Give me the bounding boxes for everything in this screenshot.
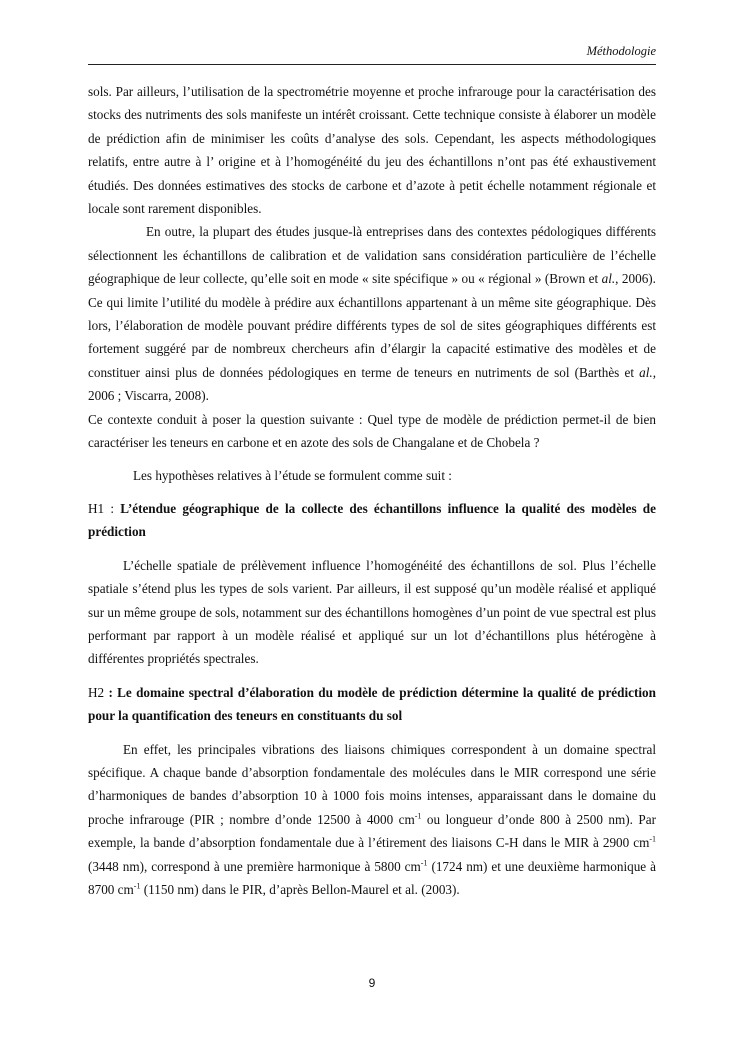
paragraph-hypothesis-1: L’échelle spatiale de prélèvement influence l’homogénéité des échantillons de sol. Plus l’échelle spatiale s’étend plus les types de sols varient. Par ailleurs, il est supposé qu’un modèle réalisé et appliqué sur un même groupe de sols, notamment sur des échantillons homogènes d’un point de vue spectral est plus performant par rapport à un modèle réalisé et appliqué sur un lot d’échantillons plus hétérogène à différentes propriétés spectrales. — [88, 557, 656, 667]
paragraph-hypothesis-2 — [88, 738, 656, 902]
page-number: 9 — [368, 976, 376, 990]
header-rule — [88, 64, 656, 65]
citation-et-al: al. — [601, 271, 616, 287]
hypothesis-text: L’étendue géographique de la collecte des échantillons influence la qualité des modèles de prédiction — [88, 500, 656, 540]
hypothesis-label: H2 — [88, 684, 109, 700]
running-header: Méthodologie — [586, 44, 656, 58]
citation-et-al: al. — [639, 364, 653, 380]
paragraph-hypotheses-intro — [88, 464, 656, 487]
text-run: Les hypothèses relatives à l’étude se formulent comme suit : — [133, 467, 452, 483]
superscript: -1 — [420, 858, 428, 868]
text-run: ou longueur d’onde 800 à 2500 nm). Par exemple, la bande d’absorption fondamentale due à l’étirement des liaisons C-H dans le MIR à 2900 cm — [88, 811, 656, 851]
superscript: -1 — [414, 811, 422, 821]
superscript: -1 — [649, 834, 656, 844]
paragraph-context — [88, 220, 656, 407]
document-body — [88, 80, 656, 901]
text-run: (3448 nm), correspond à une première harmonique à 5800 cm — [88, 858, 421, 874]
hypothesis-1-heading — [88, 497, 656, 544]
hypothesis-text: : Le domaine spectral d’élaboration du modèle de prédiction détermine la qualité de prédiction pour la quantification des teneurs en constituants du sol — [88, 684, 656, 724]
paragraph-intro: sols. Par ailleurs, l’utilisation de la spectrométrie moyenne et proche infrarouge pour la caractérisation des stocks des nutriments des sols manifeste un intérêt croissant. Cette technique consiste à élaborer un modèle de prédiction afin de minimiser les coûts d’analyse des sols. Cependant, les aspects méthodologiques relatifs, entre autre à l’ origine et à l’homogénéité du jeu des échantillons n’ont pas été exhaustivement étudiés. Des données estimatives des stocks de carbone et d’azote à petit échelle notamment régionale et locale sont rarement disponibles. — [88, 84, 656, 217]
text-run: (1150 nm) dans le PIR, d’après Bellon-Maurel et al. (2003). — [140, 882, 460, 897]
text-run: (1724 nm) et une deuxième harmonique à 8700 cm — [88, 858, 656, 897]
paragraph-question: Ce contexte conduit à poser la question suivante : Quel type de modèle de prédiction permet-il de bien caractériser les teneurs en carbone et en azote des sols de Changalane et de Chobela ? — [88, 411, 656, 451]
text-run: , 2006 ; Viscarra, 2008). — [88, 364, 656, 404]
hypothesis-label: H1 : — [88, 500, 121, 516]
hypothesis-2-heading — [88, 681, 656, 728]
text-run: , 2006). Ce qui limite l’utilité du modèle à prédire aux échantillons appartenant à un même site géographique. Dès lors, l’élaboration de modèle pouvant prédire différents types de sol de sites géographiques différents est fortement suggéré par de nombreux chercheurs afin d’élargir la capacité estimative des modèles et de constituer ainsi plus de données pédologiques en terme de teneurs en nutriments de sol (Barthès et — [88, 271, 656, 380]
text-run: En outre, la plupart des études jusque-là entreprises dans des contextes pédologiques différents sélectionnent les échantillons de calibration et de validation sans considération particulière de l’échelle géographique de leur collecte, qu’elle soit en mode « site spécifique » ou « régional » (Brown et — [88, 224, 656, 287]
superscript: -1 — [133, 881, 141, 891]
text-run: En effet, les principales vibrations des liaisons chimiques correspondent à un domaine spectral spécifique. A chaque bande d’absorption fondamentale des molécules dans le MIR correspond une série d’harmoniques de bandes d’absorption 10 à 1000 fois moins intenses, apparaissant dans le domaine du proche infrarouge (PIR ; nombre d’onde 12500 à 4000 cm — [88, 741, 656, 827]
